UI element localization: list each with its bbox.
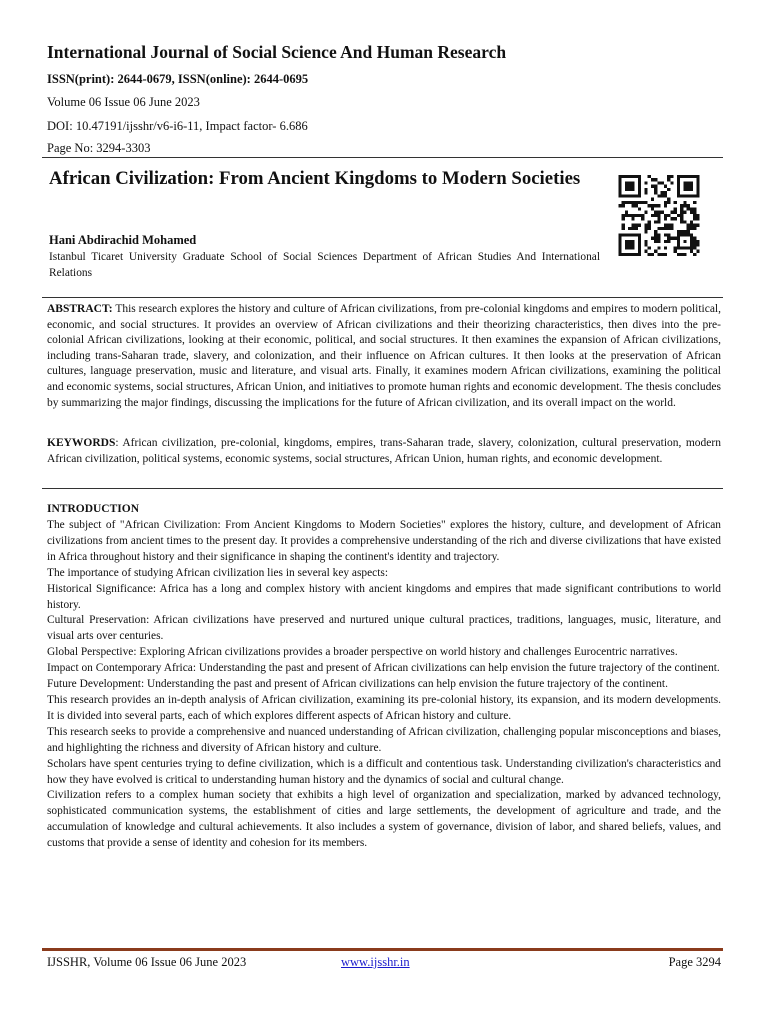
issn-line: ISSN(print): 2644-0679, ISSN(online): 2644-0695 — [47, 72, 309, 86]
qr-code-icon — [616, 175, 702, 256]
intro-paragraph: The importance of studying African civilization lies in several key aspects: — [47, 566, 388, 579]
volume-line: Volume 06 Issue 06 June 2023 — [47, 95, 200, 109]
intro-paragraph: Historical Significance: Africa has a long and complex history with ancient kingdoms and empires that made significant contributions to world history. — [47, 582, 721, 611]
footer-page-number: Page 3294 — [668, 955, 721, 969]
doi-line: DOI: 10.47191/ijsshr/v6-i6-11, Impact factor- 6.686 — [47, 119, 308, 133]
keywords-label: KEYWORDS — [47, 437, 116, 449]
footer-rule — [42, 948, 723, 951]
footer-journal-info: IJSSHR, Volume 06 Issue 06 June 2023 — [47, 955, 247, 969]
page-range-line: Page No: 3294-3303 — [47, 141, 151, 155]
footer-website-link[interactable]: www.ijsshr.in — [341, 955, 410, 969]
intro-paragraph: This research seeks to provide a comprehensive and nuanced understanding of African civilization, challenging popular misconceptions and biases, and highlighting the richness and diversity of African history and culture. — [47, 725, 721, 754]
intro-paragraph: Cultural Preservation: African civilizations have preserved and nurtured unique cultural practices, traditions, languages, music, literature, and visual arts over centuries. — [47, 614, 721, 643]
keywords-text: : African civilization, pre-colonial, kingdoms, empires, trans-Saharan trade, slavery, colonization, cultural preservation, modern African civilization, political systems, economic systems, social structures, African Union, human rights, and economic development. — [47, 437, 721, 465]
author-name: Hani Abdirachid Mohamed — [49, 233, 197, 247]
intro-paragraph: Future Development: Understanding the past and present of African civilizations can help envision the future trajectory of the continent. — [47, 678, 668, 691]
introduction-heading: INTRODUCTION — [47, 503, 140, 515]
abstract-top-rule — [42, 297, 723, 298]
journal-title: International Journal of Social Science And Human Research — [47, 42, 507, 62]
article-title: African Civilization: From Ancient Kingdoms to Modern Societies — [49, 168, 581, 189]
abstract-bottom-rule — [42, 488, 723, 489]
keywords-block — [47, 436, 721, 467]
intro-paragraph: This research provides an in-depth analysis of African civilization, examining its pre-colonial history, its expansion, and its modern developments. It is divided into several parts, each of which explores different aspects of African history and culture. — [47, 693, 721, 722]
author-affiliation: Istanbul Ticaret University Graduate School of Social Sciences Department of African Studies And International Relations — [49, 251, 600, 279]
abstract-text: This research explores the history and culture of African civilizations, from pre-colonial kingdoms and empires to modern political, economic, and social structures. It provides an overview of African civilizations and their theorizing characteristics, then dives into the pre-colonial African civilizations, looking at their economic, political, and social structures. It then examines the expansion of African civilizations, including trans-Saharan trade, slavery, and colonization, and their influence on African cultures. It then looks at the preservation of African cultures, language preservation, music and literature, and visual arts. Finally, it examines modern African civilizations, examining the political and economic systems, social structures, African Union, and initiatives to promote human rights and economic development. The thesis concludes by summarizing the major findings, discussing the implications for the future of African civilization, and its overall impact on the world. — [47, 303, 721, 409]
header-divider — [42, 157, 723, 158]
intro-paragraph: Civilization refers to a complex human society that exhibits a high level of organization and specialization, marked by advanced technology, sophisticated communication systems, the establishment of cities and large settlements, the development of agriculture and trade, and the accumulation of knowledge and cultural achievements. It also includes a system of governance, division of labor, and shared beliefs, values, and customs that provide a sense of identity and cohesion for its members. — [47, 789, 721, 850]
intro-paragraph: Scholars have spent centuries trying to define civilization, which is a difficult and contentious task. Understanding civilization's characteristics and how they have evolved is critical to understanding human history and the dynamics of social and cultural change. — [47, 757, 721, 786]
intro-paragraph: The subject of "African Civilization: From Ancient Kingdoms to Modern Societies" explores the history, culture, and development of African civilizations from ancient times to the present day. It provides a comprehensive understanding of the rich and diverse civilizations that have existed in Africa throughout history and their significance in shaping the continent's identity and trajectory. — [47, 519, 721, 563]
intro-paragraph: Impact on Contemporary Africa: Understanding the past and present of African civilizations can help envision the future trajectory of the continent. — [47, 662, 720, 675]
intro-paragraph: Global Perspective: Exploring African civilizations provides a broader perspective on world history and challenges Eurocentric narratives. — [47, 646, 678, 659]
abstract-label: ABSTRACT: — [47, 303, 113, 315]
introduction-body — [47, 518, 721, 852]
abstract-block — [47, 302, 721, 411]
